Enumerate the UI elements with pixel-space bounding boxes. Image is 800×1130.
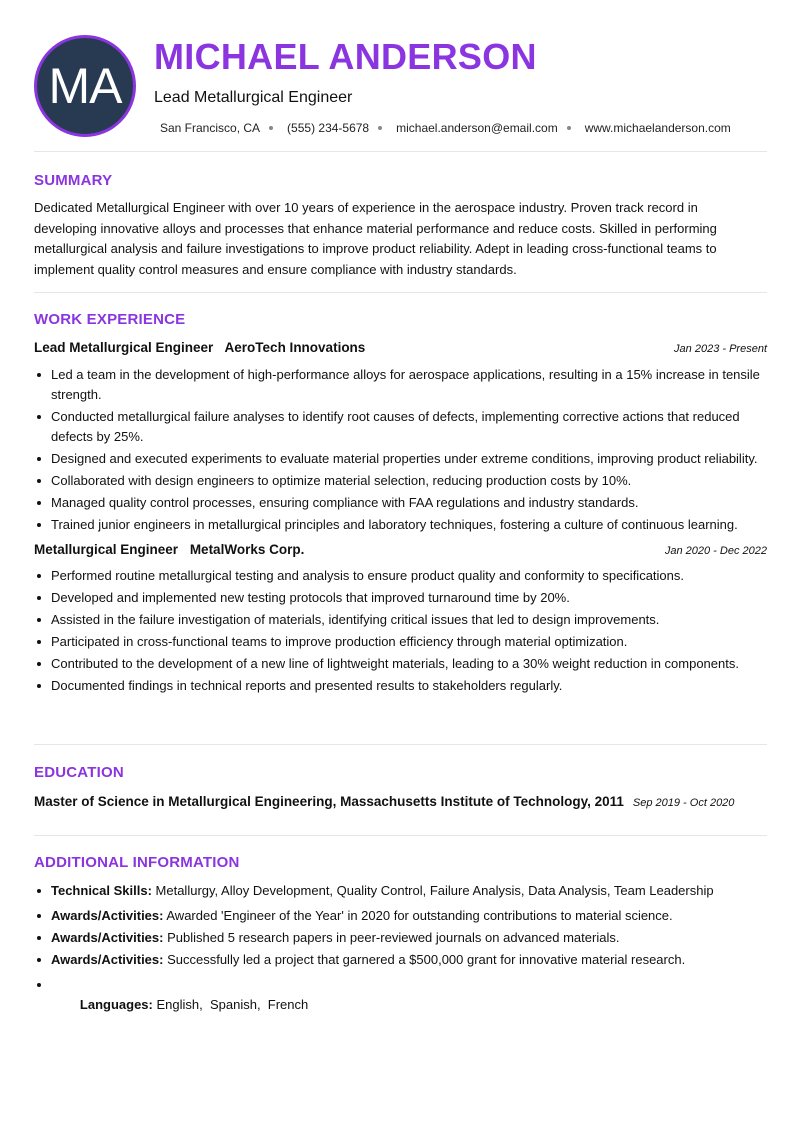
job-dates: Jan 2023 - Present <box>674 343 767 355</box>
list-item: Assisted in the failure investigation of materials, identifying critical issues that led to design improvements. <box>34 610 767 630</box>
additional-section <box>34 836 767 1035</box>
list-item: Led a team in the development of high-performance alloys for aerospace applications, resulting in a 15% increase in tensile strength. <box>34 365 767 405</box>
item-text: Awarded 'Engineer of the Year' in 2020 for outstanding contributions to material science. <box>163 908 673 923</box>
resume-page <box>34 0 767 1037</box>
bullet-separator-icon <box>567 126 571 130</box>
list-item <box>34 906 767 926</box>
item-label: Technical Skills: <box>51 883 152 898</box>
avatar-initials: MA <box>48 58 122 114</box>
item-label: Awards/Activities: <box>51 952 164 967</box>
summary-line: developing innovative alloys and processes that enhance material performance and reduce costs. Skilled in performing <box>34 220 717 236</box>
job-role: Lead Metallurgical Engineer <box>34 340 214 355</box>
list-item: Performed routine metallurgical testing and analysis to ensure product quality and conformity to specifications. <box>34 566 767 586</box>
job-entry <box>34 541 767 696</box>
list-item <box>34 928 767 948</box>
contact-info <box>160 120 731 136</box>
item-text: Metallurgy, Alloy Development, Quality Control, Failure Analysis, Data Analysis, Team Leadership <box>151 883 714 898</box>
list-item <box>34 975 767 1035</box>
contact-website[interactable]: www.michaelanderson.com <box>584 121 731 135</box>
list-item: Conducted metallurgical failure analyses to identify root causes of defects, implementing corrective actions that reduced defects by 25%. <box>34 407 767 447</box>
summary-line: metallurgical analysis and failure investigations to improve product reliability. Adept in leading cross-functional teams to <box>34 241 717 256</box>
list-item: Participated in cross-functional teams to improve production efficiency through material optimization. <box>34 632 767 652</box>
section-heading-summary: SUMMARY <box>34 172 113 189</box>
section-heading-additional: ADDITIONAL INFORMATION <box>34 854 240 871</box>
education-dates: Sep 2019 - Oct 2020 <box>632 797 735 809</box>
experience-section <box>34 293 767 744</box>
item-label: Languages: <box>79 997 153 1012</box>
job-company: MetalWorks Corp. <box>189 542 305 557</box>
item-label: Awards/Activities: <box>51 908 164 923</box>
item-text: Published 5 research papers in peer-reviewed journals on advanced materials. <box>163 930 620 945</box>
summary-text <box>34 198 767 280</box>
list-item: Documented findings in technical reports and presented results to stakeholders regularly. <box>34 676 767 696</box>
section-heading-education: EDUCATION <box>34 764 124 781</box>
job-entry <box>34 339 767 535</box>
item-text: English, Spanish, French <box>152 997 309 1012</box>
job-bullets <box>34 365 767 535</box>
item-label: Awards/Activities: <box>51 930 164 945</box>
resume-header <box>34 0 767 151</box>
avatar <box>34 35 136 137</box>
list-item: Designed and executed experiments to evaluate material properties under extreme conditions, improving product reliability. <box>34 449 767 469</box>
job-bullets <box>34 566 767 696</box>
summary-line: Dedicated Metallurgical Engineer with over 10 years of experience in the aerospace industry. Proven track record in <box>34 200 698 215</box>
job-header <box>34 339 767 358</box>
list-item: Managed quality control processes, ensuring compliance with FAA regulations and industry standards. <box>34 493 767 513</box>
job-header <box>34 541 767 560</box>
candidate-title: Lead Metallurgical Engineer <box>154 89 353 106</box>
contact-email[interactable]: michael.anderson@email.com <box>396 121 558 135</box>
job-role: Metallurgical Engineer <box>34 542 179 557</box>
contact-location: San Francisco, CA <box>160 121 261 135</box>
list-item: Contributed to the development of a new line of lightweight materials, leading to a 30% weight reduction in components. <box>34 654 767 674</box>
list-item: Collaborated with design engineers to optimize material selection, reducing production costs by 10%. <box>34 471 767 491</box>
education-entry <box>34 793 767 812</box>
bullet-separator-icon <box>269 126 273 130</box>
summary-line: implement quality control measures and ensure compliance with industry standards. <box>34 261 517 277</box>
item-text: Successfully led a project that garnered a $500,000 grant for innovative material research. <box>163 952 686 967</box>
list-item <box>34 881 767 901</box>
additional-list <box>34 881 767 1035</box>
summary-section <box>34 152 767 292</box>
list-item: Developed and implemented new testing protocols that improved turnaround time by 20%. <box>34 588 767 608</box>
education-section <box>34 745 767 835</box>
list-item: Trained junior engineers in metallurgical principles and laboratory techniques, fostering a culture of continuous learning. <box>34 515 767 535</box>
list-item <box>34 950 767 970</box>
education-degree: Master of Science in Metallurgical Engineering, Massachusetts Institute of Technology, 2011 <box>34 794 624 809</box>
candidate-name: MICHAEL ANDERSON <box>154 36 537 77</box>
contact-phone: (555) 234-5678 <box>287 121 370 135</box>
bullet-separator-icon <box>378 126 382 130</box>
job-dates: Jan 2020 - Dec 2022 <box>664 545 767 557</box>
section-heading-experience: WORK EXPERIENCE <box>34 311 186 328</box>
job-company: AeroTech Innovations <box>224 340 366 355</box>
